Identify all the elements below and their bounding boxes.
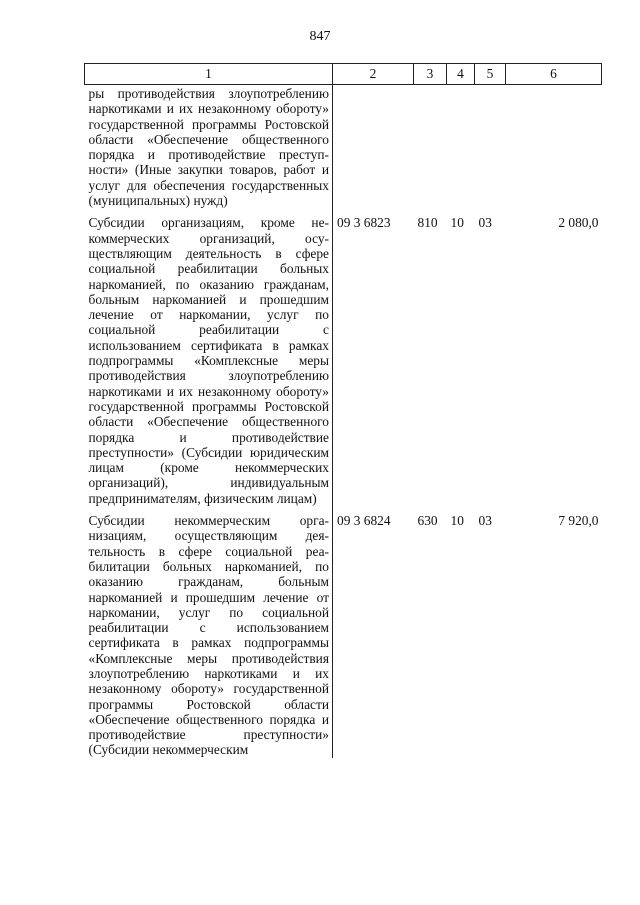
column-header-csr: 2 <box>333 64 414 85</box>
table-header-row <box>85 64 602 85</box>
column-header-rz: 4 <box>447 64 475 85</box>
row-rz: 10 <box>450 513 464 529</box>
row-rz <box>447 85 475 209</box>
column-header-amount: 6 <box>506 64 602 85</box>
column-header-description: 1 <box>85 64 333 85</box>
row-amount: 2 080,0 <box>558 215 599 231</box>
row-pr: 03 <box>478 513 492 529</box>
column-header-vr: 3 <box>414 64 447 85</box>
table-row <box>85 208 602 506</box>
row-description: Субсидии некоммерческим организациям, осуществляющим деятельность в сфере социальной реабилитации больных наркоманией, по оказанию гражданам, больным наркоманией и прошедшим лечение от наркомании, услуг по социальной реабилитации с использованием сертификата в рамках подпрограммы «Комплексные меры противодействия злоупотреблению наркотиками и их незаконному обороту» государственной программы Ростовской области «Обеспечение общественного порядка и противодействие преступности» (Субсидии некоммерческим <box>85 506 333 758</box>
row-csr <box>333 85 414 209</box>
row-description: Субсидии организациям, кроме некоммерческих организаций, осуществляющим деятельность в сфере социальной реабилитации больных наркоманией, по оказанию гражданам, больным наркоманией и прошедшим лечение от наркомании, услуг по социальной реабилитации с использованием сертификата в рамках подпрограммы «Комплексные меры противодействия злоупотреблению наркотиками и их незаконному обороту» государственной программы Ростовской области «Обеспечение общественного порядка и противодействие преступности» (Субсидии юридическим лицам (кроме некоммерческих организаций), индивидуальным предпринимателям, физическим лицам) <box>85 208 333 506</box>
row-amount <box>506 85 602 209</box>
row-rz: 10 <box>450 215 464 231</box>
budget-table <box>84 63 602 758</box>
column-header-pr: 5 <box>475 64 506 85</box>
row-amount: 7 920,0 <box>558 513 599 529</box>
row-vr: 810 <box>417 215 438 231</box>
row-pr: 03 <box>478 215 492 231</box>
row-csr: 09 3 6823 <box>337 215 391 231</box>
page-number: 847 <box>309 29 331 44</box>
row-vr <box>414 85 447 209</box>
row-csr: 09 3 6824 <box>337 513 391 529</box>
row-vr: 630 <box>417 513 438 529</box>
row-description: ры противодействия злоупотреблению наркотиками и их незаконному обороту» государственной программы Ростовской области «Обеспечение общественного порядка и противодействие преступности» (Иные закупки товаров, работ и услуг для обеспечения государственных (муниципальных) нужд) <box>85 85 333 209</box>
table-row <box>85 85 602 209</box>
table-row <box>85 506 602 758</box>
row-pr <box>475 85 506 209</box>
